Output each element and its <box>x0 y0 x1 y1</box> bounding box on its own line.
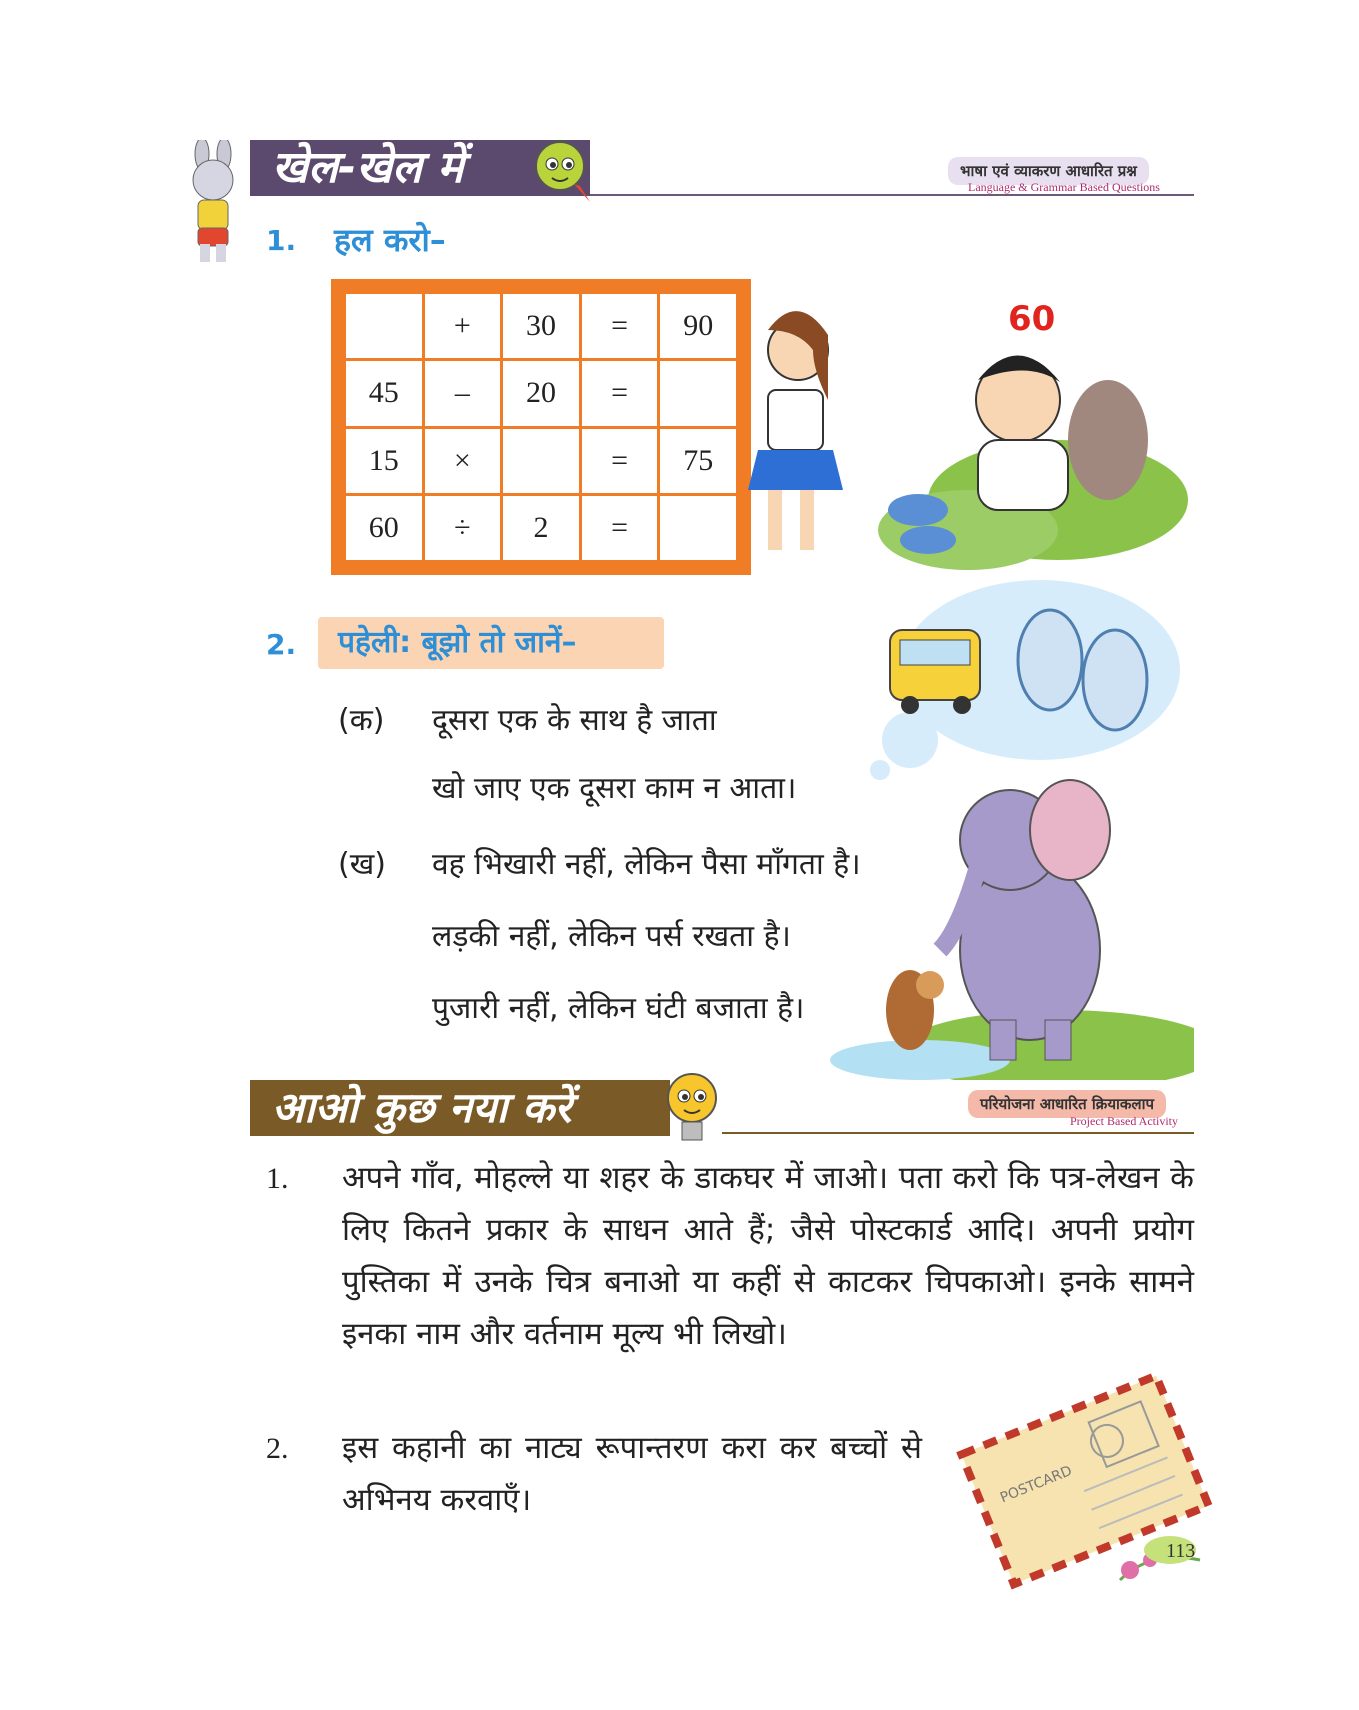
question-1-heading: हल करो– <box>334 221 446 259</box>
grid-cell: 15 <box>345 427 424 494</box>
thought-bubble-illustration <box>850 580 1180 780</box>
tag-project-activity-en: Project Based Activity <box>1070 1114 1178 1128</box>
grid-cell: + <box>423 293 502 360</box>
rabbit-mascot-illustration <box>180 140 250 270</box>
question-2-number: 2. <box>266 628 297 661</box>
question-2-heading: पहेली: बूझो तो जानें– <box>338 625 577 660</box>
grid-cell: = <box>580 360 659 427</box>
question-1-number: 1. <box>266 224 297 257</box>
header-rule-2 <box>722 1132 1194 1134</box>
riddle-b-line-2: लड़की नहीं, लेकिन पर्स रखता है। <box>432 919 791 954</box>
activity-1-number: 1. <box>266 1162 289 1195</box>
riddle-b-line-1: वह भिखारी नहीं, लेकिन पैसा माँगता है। <box>432 847 861 882</box>
section-title-games: खेल-खेल में <box>272 142 464 193</box>
section-title-project: आओ कुछ नया करें <box>272 1083 572 1132</box>
grid-cell <box>659 494 738 561</box>
riddle-a-line-1: दूसरा एक के साथ है जाता <box>432 703 717 738</box>
grid-cell: 90 <box>659 293 738 360</box>
grid-cell: 20 <box>502 360 581 427</box>
table-row <box>345 494 738 561</box>
grid-cell: = <box>580 427 659 494</box>
grid-cell: 30 <box>502 293 581 360</box>
riddle-a-line-2: खो जाए एक दूसरा काम न आता। <box>432 771 797 806</box>
math-puzzle-grid <box>331 279 751 575</box>
pencil-mascot-icon <box>530 136 592 204</box>
table-row <box>345 293 738 360</box>
grid-cell: 75 <box>659 427 738 494</box>
postcard-label: POSTCARD <box>997 1462 1075 1507</box>
grid-cell: = <box>580 494 659 561</box>
grid-cell <box>659 360 738 427</box>
table-row <box>345 427 738 494</box>
tag-text: भाषा एवं व्याकरण आधारित प्रश्न <box>960 162 1137 180</box>
bulb-mascot-icon <box>662 1068 724 1144</box>
page-number: 113 <box>1166 1540 1196 1562</box>
tag-text: परियोजना आधारित क्रियाकलाप <box>980 1095 1155 1113</box>
grid-cell: 45 <box>345 360 424 427</box>
elephant-squirrel-illustration <box>820 760 1194 1080</box>
section-banner-project <box>250 1080 670 1136</box>
table-row <box>345 360 738 427</box>
activity-2-number: 2. <box>266 1432 289 1465</box>
grid-cell <box>345 293 424 360</box>
grid-cell: ÷ <box>423 494 502 561</box>
illustration-number-text: 60 <box>1008 299 1056 339</box>
grid-cell: × <box>423 427 502 494</box>
grid-cell: – <box>423 360 502 427</box>
grid-cell: 60 <box>345 494 424 561</box>
tag-language-grammar-en: Language & Grammar Based Questions <box>968 180 1160 194</box>
cartoon-girl-man-illustration <box>728 290 1188 586</box>
riddle-b-label: (ख) <box>338 847 386 882</box>
grid-cell: 2 <box>502 494 581 561</box>
activity-2-text: इस कहानी का नाट्य रूपान्तरण करा कर बच्चों से अभिनय करवाएँ। <box>342 1430 922 1518</box>
grid-cell: = <box>580 293 659 360</box>
riddle-b-line-3: पुजारी नहीं, लेकिन घंटी बजाता है। <box>432 991 805 1026</box>
grid-cell <box>502 427 581 494</box>
activity-1-text: अपने गाँव, मोहल्ले या शहर के डाकघर में जाओ। पता करो कि पत्र-लेखन के लिए कितने प्रकार के साधन आते हैं; जैसे पोस्टकार्ड आदि। अपनी प्रयोग पुस्तिका में उनके चित्र बनाओ या कहीं से काटकर चिपकाओ। इनके सामने इनका नाम और वर्तनाम मूल्य भी लिखो। <box>342 1160 1194 1352</box>
riddle-a-label: (क) <box>338 703 385 738</box>
